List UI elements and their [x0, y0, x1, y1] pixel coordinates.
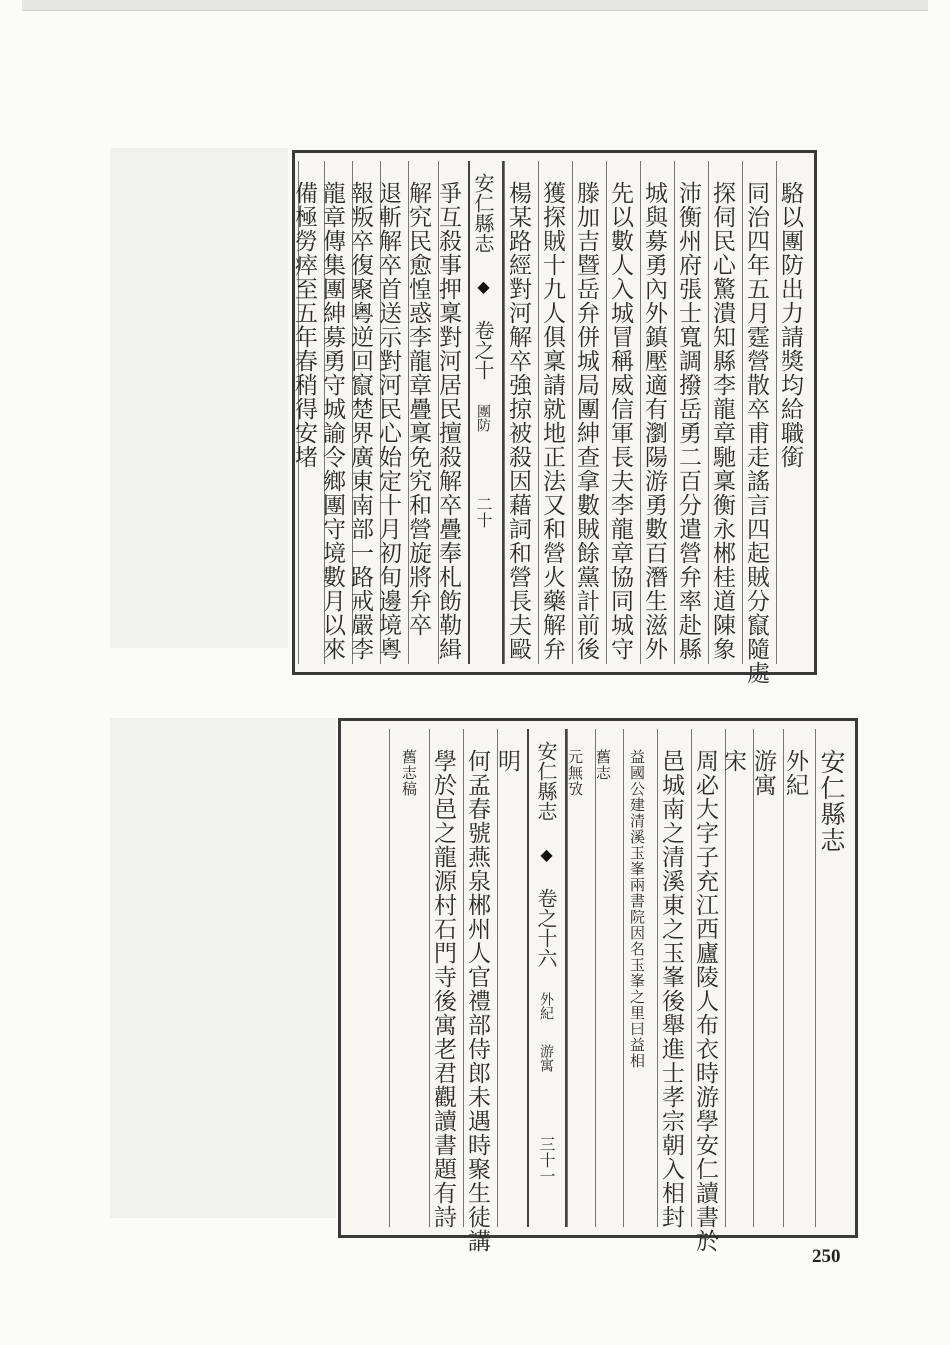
- top-col-14: 龍章傳集團紳募勇守城諭令鄉團守境數月以來: [324, 161, 352, 664]
- top-band-section: 團防: [475, 404, 491, 432]
- bottom-band-page: 三十一: [537, 1136, 556, 1184]
- bottom-col-11: 何孟春號燕泉郴州人官禮部侍郎未遇時聚生徒講: [463, 729, 497, 1227]
- top-book-page: [291, 150, 817, 685]
- bottom-col-title: 安仁縣志: [815, 729, 851, 1227]
- bottom-col-song: 宋: [725, 729, 753, 1227]
- top-col-13: 報叛卒復聚粵逆回竄楚界廣東南部一路戒嚴李: [352, 161, 380, 664]
- bottom-band-section: 外紀: [538, 992, 554, 1020]
- bottom-band-volume: 卷之十六: [534, 888, 558, 968]
- bottom-col-12: 學於邑之龍源村石門寺後寓老君觀讀書題有詩: [429, 729, 463, 1227]
- fishtail-mark-icon: ◆: [537, 845, 556, 864]
- bottom-col-6: 邑城南之清溪東之玉峯後舉進士孝宗朝入相封: [657, 729, 691, 1227]
- fishtail-mark-icon: ◆: [474, 277, 493, 296]
- top-band-page: 二十: [474, 496, 493, 528]
- bottom-col-13: 舊志稿: [389, 729, 429, 1227]
- top-col-4: 沛衡州府張士寬調撥岳勇二百分遣營弁率赴縣: [674, 161, 708, 664]
- top-col-5: 城與募勇內外鎮壓適有瀏陽游勇數百潛生滋外: [640, 161, 674, 664]
- top-center-band: [468, 161, 504, 664]
- bottom-center-band: [527, 729, 567, 1227]
- bottom-col-youyu: 游寓: [753, 729, 783, 1227]
- top-col-15: 備極勞瘁至五年春稍得安堵: [298, 161, 324, 664]
- bottom-col-waiji: 外紀: [783, 729, 815, 1227]
- top-col-7: 滕加吉暨岳弁併城局團紳查拿數賊餘黨計前後: [572, 161, 606, 664]
- top-col-10: 爭互殺事押稟對河居民擅殺解卒疊奉札飭勒緝: [438, 161, 468, 664]
- top-col-2: 同治四年五月霆營散卒甫走謠言四起賊分竄隨處: [742, 161, 776, 664]
- bottom-book-page: [338, 718, 858, 1253]
- top-band-volume: 卷之十: [471, 320, 495, 380]
- bottom-col-7: 益國公建清溪玉峯兩書院因名玉峯之里曰益相: [623, 729, 657, 1227]
- ghost-page-bottom: [110, 718, 336, 1218]
- top-col-11: 解究民愈惶惑李龍章疊稟免究和營旋將弁卒: [408, 161, 438, 664]
- top-col-12: 退斬解卒首送示對河民心始定十月初旬邊境粵: [380, 161, 408, 664]
- top-col-3: 探伺民心驚潰知縣李龍章馳稟衡永郴桂道陳象: [708, 161, 742, 664]
- top-band-title: 安仁縣志: [471, 173, 495, 253]
- top-col-1: 駱以團防出力請獎均給職銜: [776, 161, 810, 664]
- ghost-page-top: [110, 148, 288, 648]
- bottom-col-ming: 明: [497, 729, 527, 1227]
- bottom-band-title: 安仁縣志: [534, 741, 558, 821]
- bottom-band-sub: 游寓: [538, 1044, 554, 1072]
- page-number: 250: [812, 1246, 841, 1267]
- top-col-8: 獲探賊十九人俱稟請就地正法又和營火藥解弁: [538, 161, 572, 664]
- top-col-9: 楊某路經對河解卒強掠被殺因藉詞和營長夫毆: [504, 161, 538, 664]
- bottom-col-5: 周必大字子充江西廬陵人布衣時游學安仁讀書於: [691, 729, 725, 1227]
- bottom-col-8: 舊志: [595, 729, 623, 1227]
- bottom-col-9: 元無攷: [567, 729, 595, 1227]
- top-col-6: 先以數人入城冒稱威信軍長夫李龍章協同城守: [606, 161, 640, 664]
- scan-top-edge: [22, 0, 928, 11]
